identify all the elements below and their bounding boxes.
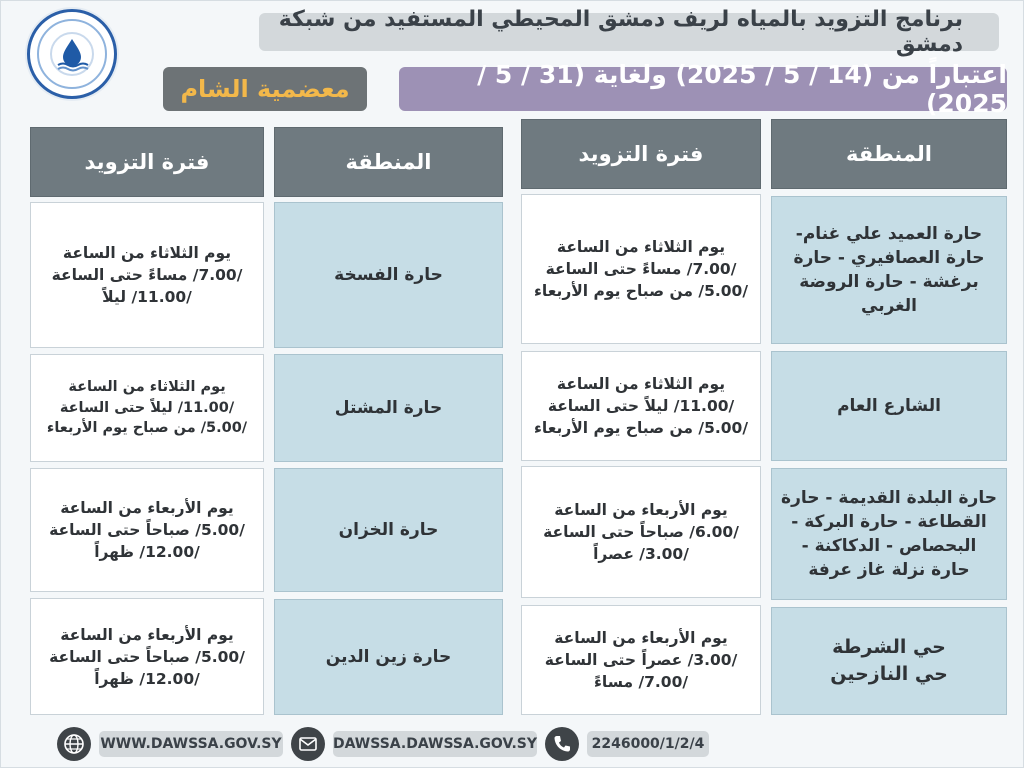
- right-zone-cell-4: [771, 607, 1007, 715]
- page-title-bar: [259, 7, 999, 57]
- zone-text: حارة المشتل: [334, 397, 443, 418]
- water-drop-logo-icon: [49, 31, 95, 77]
- zone-text: حارة الخزان: [338, 519, 439, 540]
- period-text: يوم الأربعاء من الساعة /5.00/ صباحاً حتى الساعة /12.00/ ظهراً: [49, 499, 245, 561]
- right-period-cell-4: [521, 605, 761, 715]
- page-title: برنامج التزويد بالمياه لريف دمشق المحيطي المستفيد من شبكة دمشق: [278, 7, 963, 57]
- right-period-cell-1: [521, 194, 761, 344]
- zone-text: الشارع العام: [837, 395, 941, 416]
- left-period-cell-2: [30, 354, 264, 462]
- left-period-cell-1: [30, 202, 264, 348]
- email-link[interactable]: DAWSSA.DAWSSA.GOV.SY: [333, 731, 537, 757]
- zone-text: حارة زين الدين: [325, 646, 452, 667]
- left-zone-cell-3: [274, 468, 503, 592]
- zone-text: حارة البلدة القديمة - حارة القطاعة - حارة البركة - البحصاص - الدكاكنة - حارة نزلة غاز عرفة: [781, 487, 997, 581]
- right-table-zone-header: المنطقة: [771, 119, 1007, 189]
- period-text: يوم الأربعاء من الساعة /5.00/ صباحاً حتى الساعة /12.00/ ظهراً: [49, 625, 245, 688]
- email-icon: [291, 727, 325, 761]
- globe-icon: [57, 727, 91, 761]
- phone-icon: [545, 727, 579, 761]
- right-zone-cell-3: [771, 468, 1007, 600]
- zone-text: حي الشرطة حي النازحين: [830, 636, 948, 685]
- right-period-cell-2: [521, 351, 761, 461]
- left-zone-cell-1: [274, 202, 503, 348]
- right-zone-cell-1: [771, 196, 1007, 344]
- zone-text: حارة الفسخة: [334, 264, 443, 285]
- right-zone-cell-2: [771, 351, 1007, 461]
- area-badge: [163, 67, 367, 111]
- left-table-period-header: فترة التزويد: [30, 127, 264, 197]
- zone-text: حارة العميد علي غنام- حارة العصافيري - حارة برغشة - حارة الروضة الغربي: [793, 223, 985, 317]
- left-period-cell-4: [30, 598, 264, 715]
- right-table-period-header: فترة التزويد: [521, 119, 761, 189]
- left-table-zone-header: المنطقة: [274, 127, 503, 197]
- period-text: يوم الثلاثاء من الساعة /11.00/ ليلاً حتى الساعة /5.00/ من صباح يوم الأربعاء: [46, 379, 248, 437]
- area-name: معضمية الشام: [180, 75, 350, 103]
- left-zone-cell-2: [274, 354, 503, 462]
- period-text: يوم الأربعاء من الساعة /3.00/ عصراً حتى الساعة /7.00/ مساءً: [544, 629, 738, 691]
- right-period-cell-3: [521, 466, 761, 598]
- date-range-bar: [399, 60, 1007, 118]
- period-text: يوم الأربعاء من الساعة /6.00/ صباحاً حتى الساعة /3.00/ عصراً: [543, 501, 739, 563]
- left-period-cell-3: [30, 468, 264, 592]
- period-text: يوم الثلاثاء من الساعة /7.00/ مساءً حتى الساعة /11.00/ ليلاً: [51, 244, 243, 306]
- website-link[interactable]: WWW.DAWSSA.GOV.SY: [99, 731, 283, 757]
- left-zone-cell-4: [274, 599, 503, 715]
- period-text: يوم الثلاثاء من الساعة /11.00/ ليلاً حتى الساعة /5.00/ من صباح يوم الأربعاء: [534, 375, 748, 437]
- phone-number[interactable]: 2246000/1/2/4: [587, 731, 709, 757]
- period-text: يوم الثلاثاء من الساعة /7.00/ مساءً حتى الساعة /5.00/ من صباح يوم الأربعاء: [534, 238, 748, 300]
- organization-logo: [27, 9, 117, 99]
- date-range: اعتباراً من (14 / 5 / 2025) ولغاية (31 / 5 / 2025): [477, 60, 1007, 118]
